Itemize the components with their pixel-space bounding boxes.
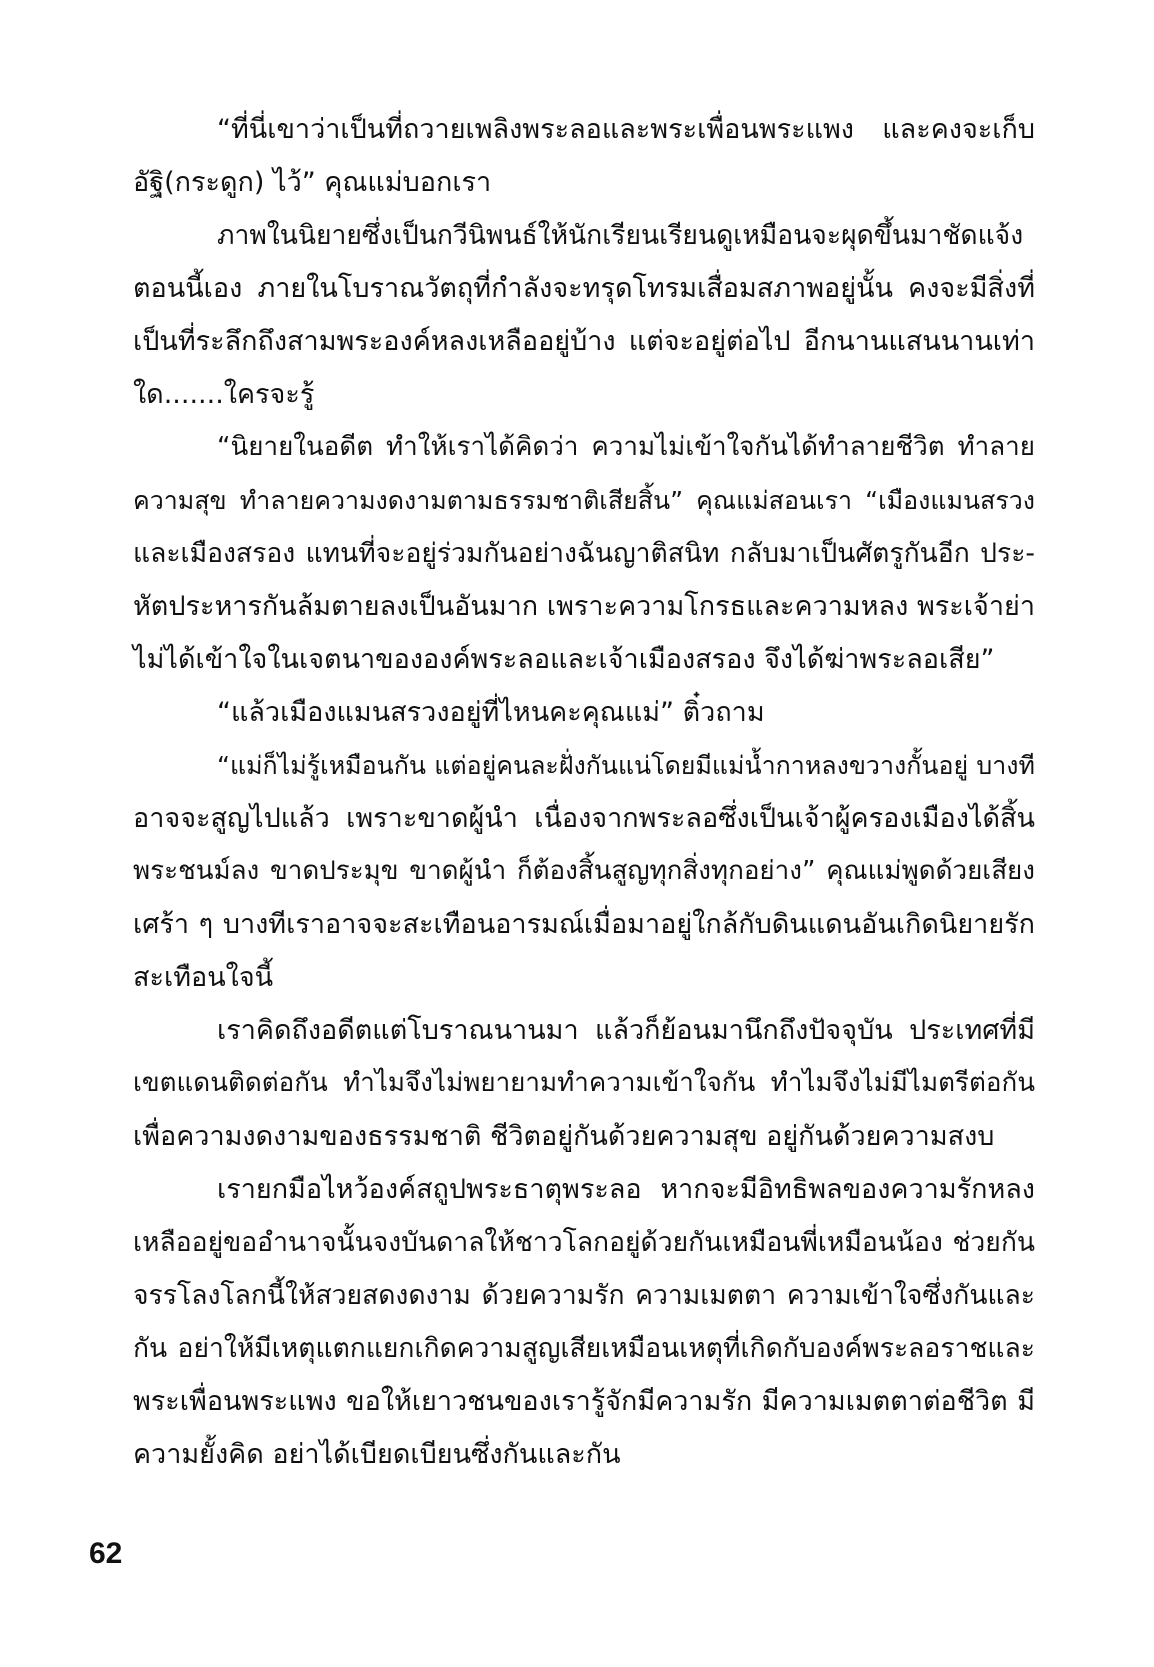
text-line: และเมืองสรอง แทนที่จะอยู่ร่วมกันอย่างฉันญาติสนิท กลับมาเป็นศัตรูกันอีก ประ- xyxy=(133,538,1035,569)
text-line: “นิยายในอดีต ทำให้เราได้คิดว่า ความไม่เข้าใจกันได้ทำลายชีวิต ทำลาย xyxy=(217,432,1035,462)
paragraph xyxy=(133,421,1035,686)
text-line: เป็นที่ระลึกถึงสามพระองค์หลงเหลืออยู่บ้าง แต่จะอยู่ต่อไป อีกนานแสนนานเท่า xyxy=(133,326,1035,357)
text-line: พระเพื่อนพระแพง ขอให้เยาวชนของเรารู้จักมีความรัก มีความเมตตาต่อชีวิต มี xyxy=(133,1386,1035,1417)
text-line: เรายกมือไหว้องค์สถูปพระธาตุพระลอ หากจะมีอิทธิพลของความรักหลง xyxy=(217,1174,1035,1205)
text-line: เศร้า ๆ บางทีเราอาจจะสะเทือนอารมณ์เมื่อมาอยู่ใกล้กับดินแดนอันเกิดนิยายรัก xyxy=(133,909,1035,940)
text-line: ไม่ได้เข้าใจในเจตนาขององค์พระลอและเจ้าเมืองสรอง จึงได้ฆ่าพระลอเสีย” xyxy=(133,644,995,675)
page-number: 62 xyxy=(89,1537,123,1570)
paragraph xyxy=(133,1004,1035,1163)
page-body xyxy=(133,103,1035,1481)
text-line: สะเทือนใจนี้ xyxy=(133,962,274,993)
text-line: ความยั้งคิด อย่าได้เบียดเบียนซึ่งกันและกัน xyxy=(133,1439,621,1470)
text-line: เขตแดนติดต่อกัน ทำไมจึงไม่พยายามทำความเข้าใจกัน ทำไมจึงไม่มีไมตรีต่อกัน xyxy=(133,1068,1035,1098)
text-line: เหลืออยู่ขออำนาจนั้นจงบันดาลให้ชาวโลกอยู่ด้วยกันเหมือนพี่เหมือนน้อง ช่วยกัน xyxy=(133,1227,1035,1258)
text-line: ภาพในนิยายซึ่งเป็นกวีนิพนธ์ให้นักเรียนเรียนดูเหมือนจะผุดขึ้นมาชัดแจ้ง xyxy=(217,220,1024,251)
text-line: เราคิดถึงอดีตแต่โบราณนานมา แล้วก็ย้อนมานึกถึงปัจจุบัน ประเทศที่มี xyxy=(217,1015,1035,1046)
text-line: พระชนม์ลง ขาดประมุข ขาดผู้นำ ก็ต้องสิ้นสูญทุกสิ่งทุกอย่าง” คุณแม่พูดด้วยเสียง xyxy=(133,856,1035,886)
paragraph xyxy=(133,103,1035,209)
text-line: กัน อย่าให้มีเหตุแตกแยกเกิดความสูญเสียเหมือนเหตุที่เกิดกับองค์พระลอราชและ xyxy=(133,1333,1035,1364)
text-line: ใด.......ใครจะรู้ xyxy=(133,379,315,410)
text-line: อัฐิ(กระดูก) ไว้” คุณแม่บอกเรา xyxy=(133,167,492,198)
text-line: หัตประหารกันล้มตายลงเป็นอันมาก เพราะความโกรธและความหลง พระเจ้าย่า xyxy=(133,591,1035,622)
paragraph xyxy=(133,1163,1035,1481)
paragraph xyxy=(133,739,1035,1004)
text-line: อาจจะสูญไปแล้ว เพราะขาดผู้นำ เนื่องจากพระลอซึ่งเป็นเจ้าผู้ครองเมืองได้สิ้น xyxy=(133,803,1035,834)
text-line: ความสุข ทำลายความงดงามตามธรรมชาติเสียสิ้น” คุณแม่สอนเรา “เมืองแมนสรวง xyxy=(133,486,1035,515)
text-line: ตอนนี้เอง ภายในโบราณวัตถุที่กำลังจะทรุดโทรมเสื่อมสภาพอยู่นั้น คงจะมีสิ่งที่ xyxy=(133,273,1035,304)
text-line: จรรโลงโลกนี้ให้สวยสดงดงาม ด้วยความรัก ความเมตตา ความเข้าใจซึ่งกันและ xyxy=(133,1280,1035,1311)
text-line: “แล้วเมืองแมนสรวงอยู่ที่ไหนคะคุณแม่” ติ๋วถาม xyxy=(217,697,765,728)
text-line: เพื่อความงดงามของธรรมชาติ ชีวิตอยู่กันด้วยความสุข อยู่กันด้วยความสงบ xyxy=(133,1121,995,1152)
paragraph xyxy=(133,686,1035,739)
text-line: “ที่นี่เขาว่าเป็นที่ถวายเพลิงพระลอและพระเพื่อนพระแพง และคงจะเก็บ xyxy=(217,114,1035,145)
paragraph xyxy=(133,209,1035,421)
text-line: “แม่ก็ไม่รู้เหมือนกัน แต่อยู่คนละฝั่งกันแน่โดยมีแม่น้ำกาหลงขวางกั้นอยู่ บางที xyxy=(217,751,1035,780)
